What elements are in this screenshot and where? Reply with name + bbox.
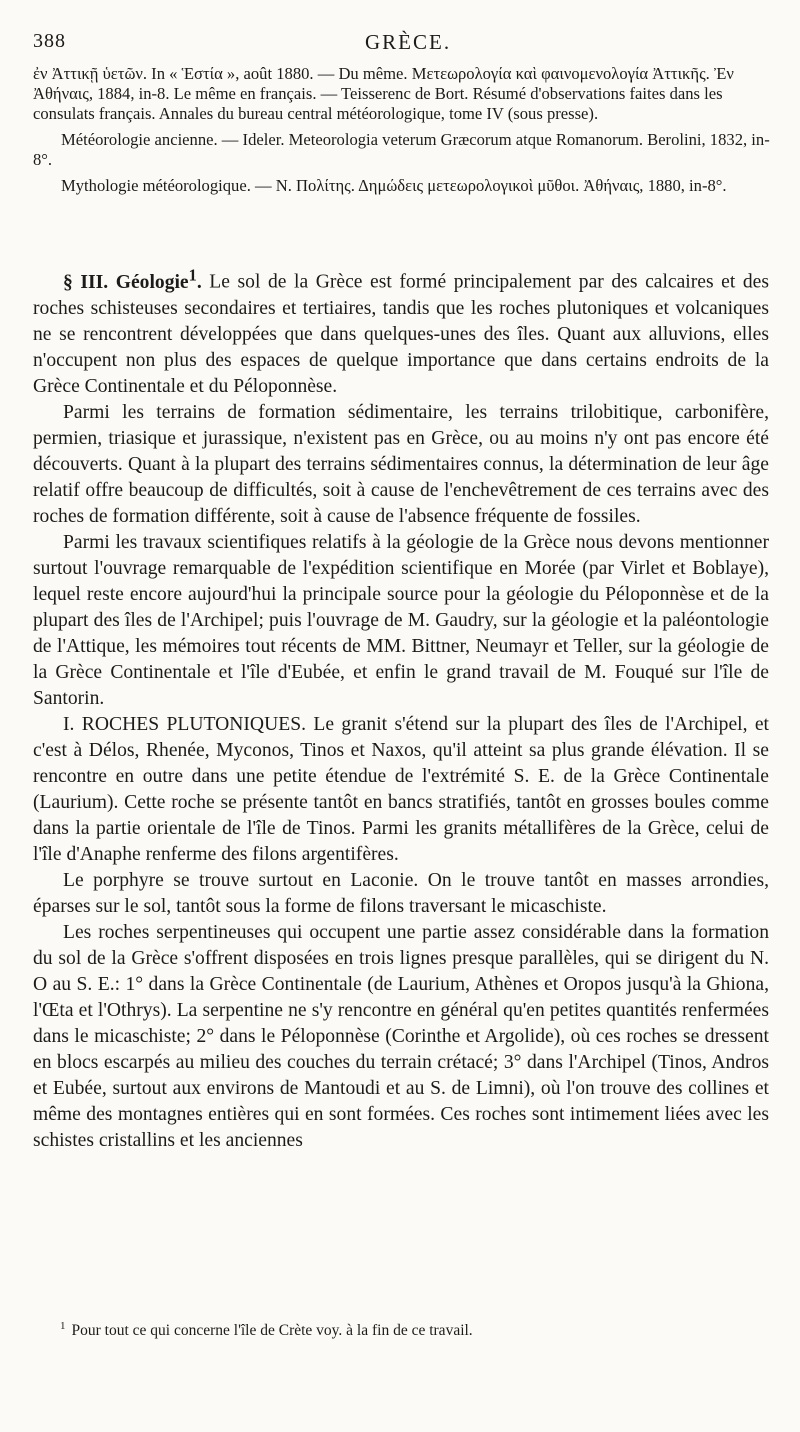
section-intro-paragraph [33,262,769,400]
footnote-ref: 1 [188,265,197,284]
paragraph [33,712,769,868]
bibliography-entry: ἐν Ἀττικῇ ὑετῶν. In « Ἑστία », août 1880. — Du même. Μετεωρολογία καὶ φαινομενολογία Ἀττικῆς. Ἐν Ἀθήναις, 1884, in-8. Le même en français. — Teisserenc de Bort. Résumé d'observations faites dans les consulats français. Annales du bureau central météorologique, tome IV (sous presse). [33,64,734,123]
section-heading: § III. Géologie$^1$. [63,265,202,293]
subsection-heading: I. ROCHES PLUTONIQUES. [63,713,306,735]
paragraph-text: Le sol de la Grèce est formé principalement par des calcaires et des roches schisteuses secondaires et tertiaires, tandis que les roches plutoniques et volcaniques ne se rencontrent développées que dans quelques-unes des îles. Quant aux alluvions, elles n'occupent non plus des espaces de quelque importance que dans certains endroits de la Grèce Continentale et du Péloponnèse. [33,271,769,397]
section-marker: § III. [63,271,109,293]
bibliography-block [33,64,773,196]
page-header [33,30,753,58]
footnote [60,1316,760,1341]
paragraph: Les roches serpentineuses qui occupent une partie assez considérable dans la formation du sol de la Grèce s'offrent disposées en trois lignes presque parallèles, qui se dirigent du N. O au S. E.: 1° dans la Grèce Continentale (de Laurium, Athènes et Oropos jusqu'à la Ghiona, l'Œta et l'Othrys). La serpentine ne s'y rencontre en général qu'en petites quantités renfermées dans le micaschiste; 2° dans le Péloponnèse (Corinthe et Argolide), où ces roches se dressent en blocs escarpés au milieu des couches du terrain crétacé; 3° dans l'Archipel (Tinos, Andros et Eubée, surtout aux environs de Mantoudi et au S. de Limni), où l'on trouve des collines et même des montagnes entières qui en sont formées. Ces roches sont intimement liées avec les schistes cristallins et les anciennes [33,921,769,1151]
running-title: GRÈCE. [365,30,452,54]
footnote-mark: 1 [60,1320,66,1332]
paragraph: Parmi les terrains de formation sédimentaire, les terrains trilobitique, carbonifère, permien, triasique et jurassique, n'existent pas en Grèce, ou au moins n'y ont pas encore été découverts. Quant à la plupart des terrains sédimentaires connus, la détermination de leur âge relatif offre beaucoup de difficultés, soit à cause de l'enchevêtrement de ces terrains avec des roches de formation différente, soit à cause de l'absence fréquente de fossiles. [33,401,769,527]
bibliography-entry: Mythologie météorologique. — N. Πολίτης. Δημώδεις μετεωρολογικοὶ μῦθοι. Ἀθήναις, 1880, in-8°. [61,176,727,195]
page-number: 388 [33,30,66,52]
bibliography-entry: Météorologie ancienne. — Ideler. Meteorologia veterum Græcorum atque Romanorum. Berolini, 1832, in-8°. [33,130,770,169]
paragraph: Parmi les travaux scientifiques relatifs à la géologie de la Grèce nous devons mentionner surtout l'ouvrage remarquable de l'expédition scientifique en Morée (par Virlet et Boblaye), lequel reste encore aujourd'hui la principale source pour la géologie du Péloponnèse et de la plupart des îles de l'Archipel; puis l'ouvrage de M. Gaudry, sur la géologie et la paléontologie de l'Attique, les mémoires tout récents de MM. Bittner, Neumayr et Teller, sur la géologie de la Grèce Continentale et l'île d'Eubée, et enfin le grand travail de M. Fouqué sur l'île de Santorin. [33,531,769,709]
section-title: Géologie [115,271,189,293]
paragraph: Le porphyre se trouve surtout en Laconie. On le trouve tantôt en masses arrondies, éparses sur le sol, tantôt sous la forme de filons traversant le micaschiste. [33,869,769,917]
section-body [33,262,769,1154]
footnote-text: Pour tout ce qui concerne l'île de Crète voy. à la fin de ce travail. [71,1322,473,1340]
paragraph-text: Le granit s'étend sur la plupart des îles de l'Archipel, et c'est à Délos, Rhenée, Myconos, Tinos et Naxos, qu'il atteint sa plus grande élévation. Il se rencontre en outre dans une petite étendue de l'extrémité S. E. de la Grèce Continentale (Laurium). Cette roche se présente tantôt en bancs stratifiés, tantôt en grosses boules comme dans la partie orientale de l'île de Tinos. Parmi les granits métallifères de la Grèce, celui de l'île d'Anaphe renferme des filons argentifères. [33,713,769,865]
